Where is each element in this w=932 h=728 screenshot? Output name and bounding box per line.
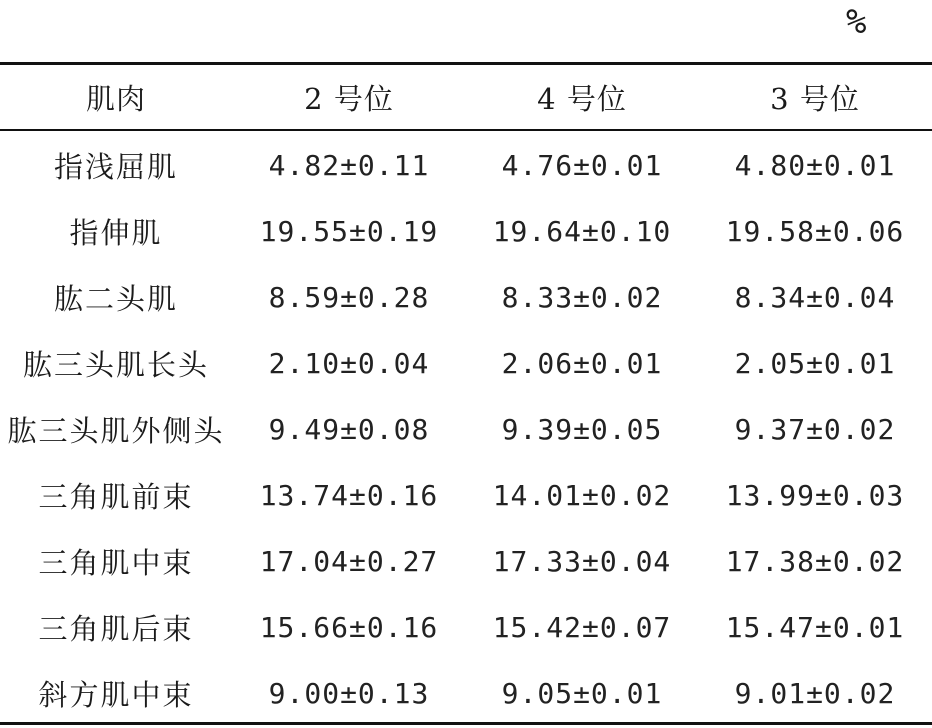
value-cell: 4.82±0.11: [268, 148, 430, 182]
header-position-2: 2 号位: [304, 81, 394, 116]
value-cell: 19.64±0.10: [492, 214, 672, 248]
table-header: [0, 64, 932, 130]
muscle-name: 三角肌前束: [38, 479, 194, 514]
value-cell: 9.39±0.05: [501, 412, 663, 446]
value-cell: 4.76±0.01: [501, 148, 663, 182]
muscle-name: 斜方肌中束: [38, 677, 194, 712]
value-cell: 15.42±0.07: [492, 610, 672, 644]
header-muscle: 肌肉: [85, 81, 146, 116]
value-cell: 2.10±0.04: [268, 346, 430, 380]
value-cell: 13.74±0.16: [259, 478, 439, 512]
table-body: [0, 130, 932, 726]
value-cell: 15.47±0.01: [725, 610, 905, 644]
muscle-name: 肱二头肌: [53, 281, 178, 316]
value-cell: 19.55±0.19: [259, 214, 439, 248]
table-row: [0, 330, 932, 396]
value-cell: 13.99±0.03: [725, 478, 905, 512]
data-table: [0, 64, 932, 726]
table-row: [0, 462, 932, 528]
value-cell: 19.58±0.06: [725, 214, 905, 248]
value-cell: 17.33±0.04: [492, 544, 672, 578]
table-row: [0, 396, 932, 462]
header-position-4: 4 号位: [537, 81, 627, 116]
header-position-3: 3 号位: [770, 81, 860, 116]
table-row: [0, 130, 932, 198]
muscle-name: 肱三头肌长头: [22, 347, 209, 382]
muscle-name: 肱三头肌外侧头: [7, 413, 225, 448]
value-cell: 8.59±0.28: [268, 280, 430, 314]
value-cell: 14.01±0.02: [492, 478, 672, 512]
table-row: [0, 594, 932, 660]
muscle-name: 指伸肌: [69, 215, 163, 250]
value-cell: 8.33±0.02: [501, 280, 663, 314]
value-cell: 9.00±0.13: [268, 676, 430, 710]
muscle-name: 三角肌中束: [38, 545, 194, 580]
table-row: [0, 264, 932, 330]
value-cell: 2.05±0.01: [734, 346, 896, 380]
muscle-name: 指浅屈肌: [53, 149, 178, 184]
unit-label: %: [846, 2, 867, 42]
value-cell: 17.38±0.02: [725, 544, 905, 578]
value-cell: 15.66±0.16: [259, 610, 439, 644]
value-cell: 9.37±0.02: [734, 412, 896, 446]
muscle-name: 三角肌后束: [38, 611, 194, 646]
value-cell: 9.05±0.01: [501, 676, 663, 710]
value-cell: 8.34±0.04: [734, 280, 896, 314]
value-cell: 4.80±0.01: [734, 148, 896, 182]
value-cell: 17.04±0.27: [259, 544, 439, 578]
table-row: [0, 528, 932, 594]
value-cell: 2.06±0.01: [501, 346, 663, 380]
value-cell: 9.01±0.02: [734, 676, 896, 710]
header-row: [0, 64, 932, 130]
table-row: [0, 198, 932, 264]
value-cell: 9.49±0.08: [268, 412, 430, 446]
table-row: [0, 660, 932, 726]
